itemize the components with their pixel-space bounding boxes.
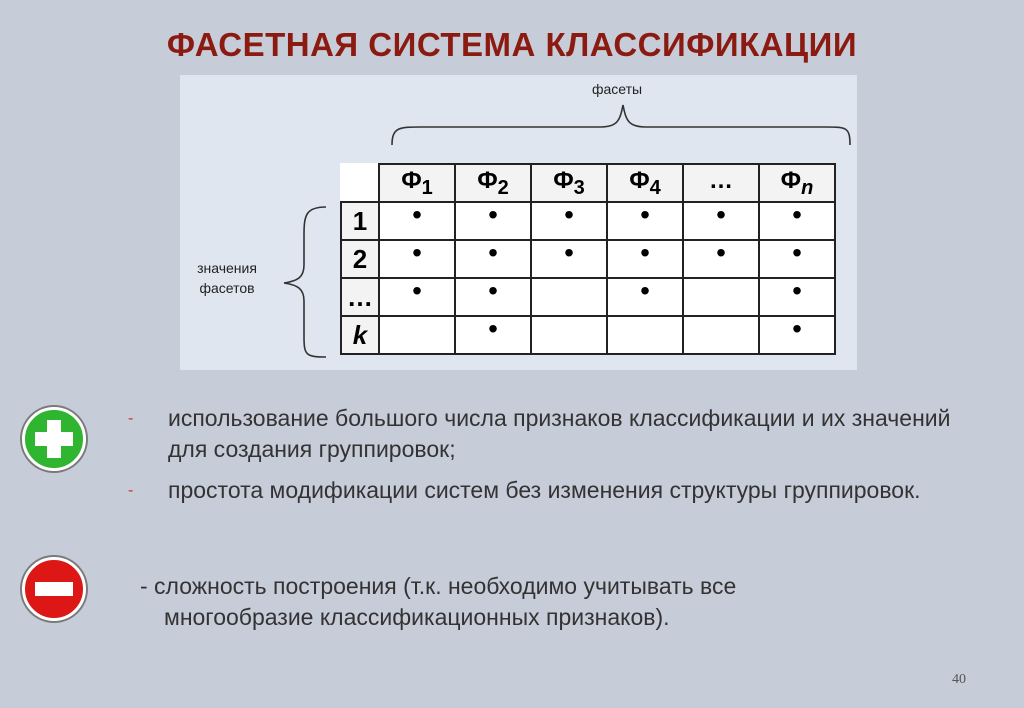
dot-marker: • — [792, 199, 802, 230]
table-row — [341, 240, 835, 278]
con-item-line1: - сложность построения (т.к. необходимо учитывать все — [140, 573, 737, 599]
bullet-dash: - — [128, 410, 134, 427]
table-row — [341, 316, 835, 354]
plus-icon — [22, 407, 86, 471]
dot-marker: • — [640, 199, 650, 230]
table-cell — [683, 316, 759, 354]
dot-marker: • — [412, 237, 422, 268]
table-cell — [531, 278, 607, 316]
dot-marker: • — [792, 237, 802, 268]
table-cell — [607, 316, 683, 354]
table-cell — [455, 199, 531, 240]
slide-title: ФАСЕТНАЯ СИСТЕМА КЛАССИФИКАЦИИ — [166, 26, 858, 63]
values-brace — [284, 207, 326, 357]
dot-marker: • — [792, 313, 802, 344]
dot-marker: • — [412, 199, 422, 230]
con-item-line2: многообразие классификационных признаков). — [164, 604, 670, 630]
table-cell — [607, 275, 683, 316]
table-cell — [759, 237, 835, 278]
facet-header: $Ф_4$ — [607, 164, 683, 202]
table-cell — [379, 237, 455, 278]
dot-marker: • — [412, 275, 422, 306]
row-label: 2 — [341, 240, 379, 278]
facets-label: фасеты — [591, 81, 643, 97]
facets-brace — [392, 105, 850, 145]
con-item — [140, 571, 1000, 633]
table-cell — [683, 278, 759, 316]
table-cell — [531, 316, 607, 354]
bullet-dash: - — [128, 482, 134, 499]
table-cell — [379, 275, 455, 316]
facet-header: $Ф_1$ — [379, 164, 455, 202]
table-cell — [531, 199, 607, 240]
dot-marker: • — [640, 275, 650, 306]
table-row — [341, 202, 835, 240]
dot-marker: • — [488, 275, 498, 306]
table-cell — [607, 237, 683, 278]
pro-item-text: использование большого числа признаков классификации и их значений для создания группировок; — [168, 405, 951, 462]
pro-item-text: простота модификации систем без изменения структуры группировок. — [168, 477, 921, 503]
table-row — [341, 278, 835, 316]
dot-marker: • — [488, 313, 498, 344]
table-cell — [531, 237, 607, 278]
facet-header: … — [683, 164, 759, 202]
dot-marker: • — [564, 237, 574, 268]
row-label: 1 — [341, 202, 379, 240]
table-cell — [683, 237, 759, 278]
page-number: 40 — [952, 672, 966, 687]
table-cell — [759, 275, 835, 316]
facet-values-label: значения фасетов — [197, 260, 257, 296]
facet-header: $Ф_n$ — [759, 164, 835, 202]
pro-item — [128, 475, 988, 506]
table-cell — [759, 313, 835, 354]
dot-marker: • — [716, 199, 726, 230]
dot-marker: • — [792, 275, 802, 306]
table-corner — [341, 164, 379, 202]
pro-item — [128, 403, 988, 465]
facet-diagram — [180, 75, 857, 370]
dot-marker: • — [488, 237, 498, 268]
header-row — [341, 164, 835, 202]
table-cell — [759, 199, 835, 240]
facet-header: $Ф_3$ — [531, 164, 607, 202]
table-cell — [607, 199, 683, 240]
facet-table — [340, 163, 836, 355]
dot-marker: • — [488, 199, 498, 230]
table-cell — [379, 316, 455, 354]
table-cell — [455, 275, 531, 316]
minus-icon — [22, 557, 86, 621]
dot-marker: • — [640, 237, 650, 268]
table-cell — [379, 199, 455, 240]
facet-header: $Ф_2$ — [455, 164, 531, 202]
row-label: k — [341, 316, 379, 354]
dot-marker: • — [564, 199, 574, 230]
table-cell — [455, 237, 531, 278]
table-cell — [455, 313, 531, 354]
dot-marker: • — [716, 237, 726, 268]
row-label: … — [341, 278, 379, 316]
table-cell — [683, 199, 759, 240]
